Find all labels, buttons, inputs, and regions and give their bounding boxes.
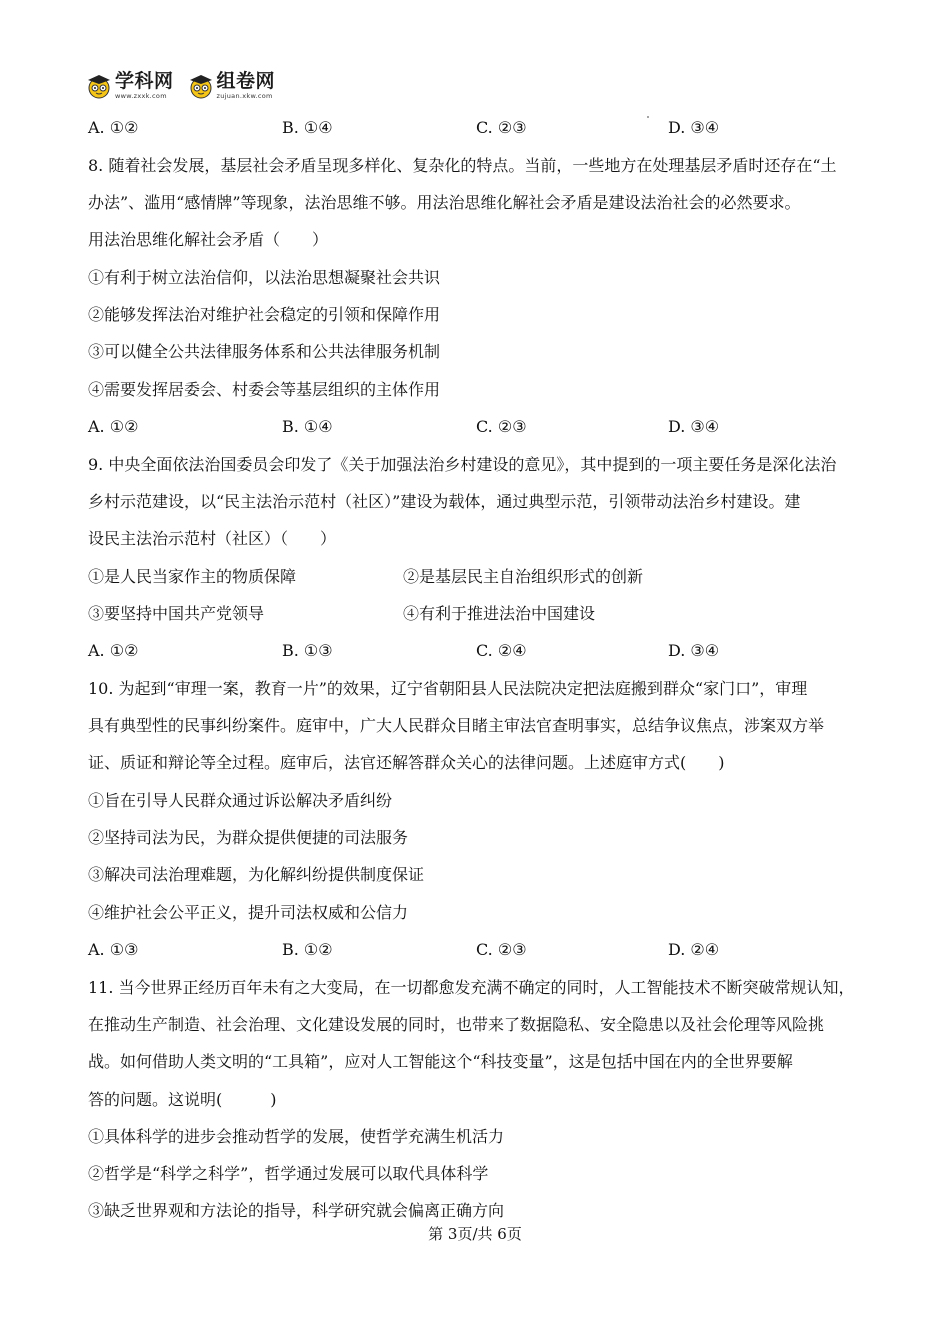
q9-option-c: C. ②④	[476, 641, 527, 660]
mascot-icon	[188, 73, 214, 99]
q9-option-a: A. ①②	[88, 641, 139, 660]
q10-item-2: ②坚持司法为民，为群众提供便捷的司法服务	[88, 828, 409, 847]
q8-item-1: ①有利于树立法治信仰，以法治思想凝聚社会共识	[88, 268, 441, 287]
xuekewang-logo	[86, 72, 174, 100]
q11-stem-line2: 在推动生产制造、社会治理、文化建设发展的同时，也带来了数据隐私、安全隐患以及社会伦理等风险挑	[88, 1015, 825, 1034]
q7-option-d: D. ③④	[668, 118, 720, 137]
q8-option-d: D. ③④	[668, 417, 720, 436]
q8-option-c: C. ②③	[476, 417, 527, 436]
q10-option-a: A. ①③	[88, 940, 139, 959]
zujuanwang-logo	[188, 72, 276, 100]
q10-option-c: C. ②③	[476, 940, 527, 959]
q8-stem-line2: 办法”、滥用“感情牌”等现象，法治思维不够。用法治思维化解社会矛盾是建设法治社会的必然要求。	[88, 193, 801, 212]
q7-option-a: A. ①②	[88, 118, 139, 137]
q9-stem-line3: 设民主法治示范村（社区）（ ）	[88, 529, 337, 548]
q11-stem-line1: 11. 当今世界正经历百年未有之大变局，在一切都愈发充满不确定的同时，人工智能技术不断突破常规认知，	[88, 978, 855, 997]
q10-stem-line1: 10. 为起到“审理一案，教育一片”的效果，辽宁省朝阳县人民法院决定把法庭搬到群众“家门口”，审理	[88, 679, 808, 698]
q10-option-d: D. ②④	[668, 940, 720, 959]
q8-item-4: ④需要发挥居委会、村委会等基层组织的主体作用	[88, 380, 441, 399]
q7-option-c: C. ②③	[476, 118, 527, 137]
q11-item-1: ①具体科学的进步会推动哲学的发展，使哲学充满生机活力	[88, 1127, 505, 1146]
q10-stem-line3: 证、质证和辩论等全过程。庭审后，法官还解答群众关心的法律问题。上述庭审方式( )	[88, 753, 725, 772]
q9-item-3: ③要坚持中国共产党领导	[88, 604, 265, 623]
q9-stem-line1: 9. 中央全面依法治国委员会印发了《关于加强法治乡村建设的意见》，其中提到的一项主要任务是深化法治	[88, 455, 837, 474]
q8-stem-line1: 8. 随着社会发展，基层社会矛盾呈现多样化、复杂化的特点。当前，一些地方在处理基层矛盾时还存在“土	[88, 156, 837, 175]
brand1-name: 学科网	[115, 70, 174, 92]
q10-item-3: ③解决司法治理难题，为化解纠纷提供制度保证	[88, 865, 425, 884]
q9-item-2: ②是基层民主自治组织形式的创新	[403, 567, 644, 586]
q11-item-3: ③缺乏世界观和方法论的指导，科学研究就会偏离正确方向	[88, 1201, 505, 1220]
header-logos	[86, 72, 275, 104]
q11-stem-line3: 战。如何借助人类文明的“工具箱”，应对人工智能这个“科技变量”，这是包括中国在内的全世界要解	[88, 1052, 793, 1071]
q9-item-1: ①是人民当家作主的物质保障	[88, 567, 297, 586]
q11-stem-line4: 答的问题。这说明( )	[88, 1090, 277, 1109]
q8-option-a: A. ①②	[88, 417, 139, 436]
brand1-url: www.zxxk.com	[115, 92, 167, 100]
q10-item-4: ④维护社会公平正义，提升司法权威和公信力	[88, 903, 409, 922]
brand2-name: 组卷网	[216, 70, 276, 92]
q9-stem-line2: 乡村示范建设，以“民主法治示范村（社区）”建设为载体，通过典型示范，引领带动法治乡村建设。建	[88, 492, 801, 511]
q8-item-3: ③可以健全公共法律服务体系和公共法律服务机制	[88, 342, 441, 361]
page-number: 第 3页/共 6页	[428, 1225, 522, 1243]
q8-option-b: B. ①④	[282, 417, 333, 436]
q10-stem-line2: 具有典型性的民事纠纷案件。庭审中，广大人民群众目睹主审法官查明事实，总结争议焦点，涉案双方举	[88, 716, 825, 735]
q8-stem-line3: 用法治思维化解社会矛盾（ ）	[88, 230, 329, 249]
mascot-icon	[86, 73, 112, 99]
q7-option-b: B. ①④	[282, 118, 333, 137]
brand2-url: zujuan.xkw.com	[216, 92, 273, 100]
q9-option-d: D. ③④	[668, 641, 720, 660]
q9-item-4: ④有利于推进法治中国建设	[403, 604, 596, 623]
q11-item-2: ②哲学是“科学之科学”，哲学通过发展可以取代具体科学	[88, 1164, 489, 1183]
q8-item-2: ②能够发挥法治对维护社会稳定的引领和保障作用	[88, 305, 441, 324]
q9-option-b: B. ①③	[282, 641, 333, 660]
q10-option-b: B. ①②	[282, 940, 333, 959]
speck	[647, 116, 649, 118]
q10-item-1: ①旨在引导人民群众通过诉讼解决矛盾纠纷	[88, 791, 393, 810]
